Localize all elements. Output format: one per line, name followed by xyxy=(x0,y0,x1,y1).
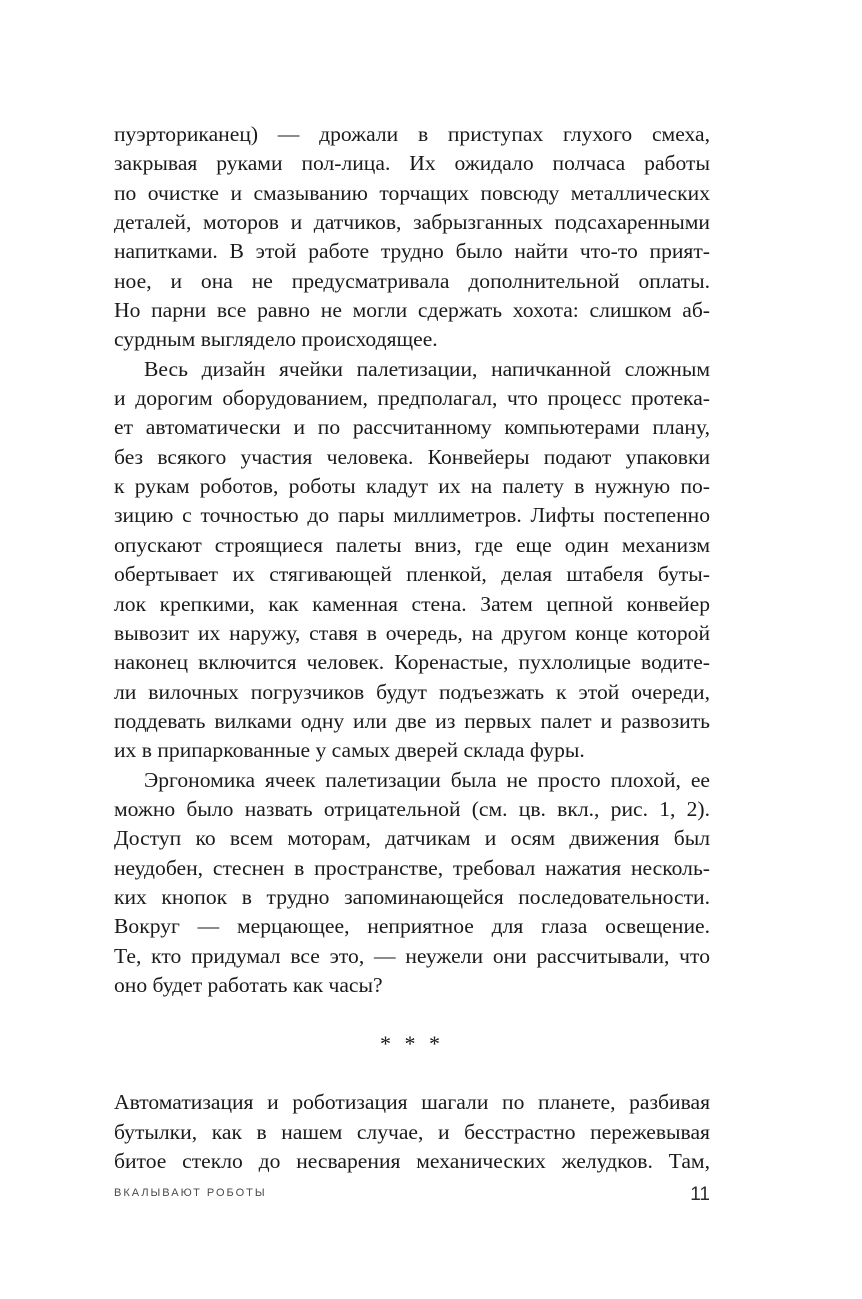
text-line: ет автоматически и по рассчитанному компьютерами плану, xyxy=(114,415,710,440)
text-line: ких кнопок в трудно запоминающейся последовательности. xyxy=(114,884,710,909)
text-line: к рукам роботов, роботы кладут их на палету в нужную по- xyxy=(114,474,710,499)
running-title: ВКАЛЫВАЮТ РОБОТЫ xyxy=(114,1187,267,1199)
text-line: их в припаркованные у самых дверей склада фуры. xyxy=(114,738,585,763)
text-line: Эргономика ячеек палетизации была не просто плохой, ее xyxy=(144,767,710,792)
page-number: 11 xyxy=(690,1184,710,1205)
text-line: бутылки, как в нашем случае, и бесстрастно пережевывая xyxy=(114,1119,710,1144)
text-line: зицию с точностью до пары миллиметров. Лифты постепенно xyxy=(114,503,710,528)
text-line: деталей, моторов и датчиков, забрызганных подсахаренными xyxy=(114,210,710,235)
section-separator: * * * xyxy=(380,1031,444,1057)
text-line: лок крепкими, как каменная стена. Затем цепной конвейер xyxy=(114,591,710,616)
text-line: Весь дизайн ячейки палетизации, напичканной сложным xyxy=(144,356,710,381)
text-line: Автоматизация и роботизация шагали по планете, разбивая xyxy=(114,1090,710,1115)
body-text xyxy=(114,120,710,1176)
text-line: наконец включится человек. Коренастые, пухлолицые водите- xyxy=(114,650,710,675)
text-line: опускают строящиеся палеты вниз, где еще один механизм xyxy=(114,532,710,557)
text-line: ли вилочных погрузчиков будут подъезжать к этой очереди, xyxy=(114,679,710,704)
text-line: и дорогим оборудованием, предполагал, что процесс протека- xyxy=(114,386,710,411)
text-line: напитками. В этой работе трудно было найти что-то прият- xyxy=(114,239,710,264)
text-line: Но парни все равно не могли сдержать хохота: слишком аб- xyxy=(114,298,710,323)
text-line: вывозит их наружу, ставя в очередь, на другом конце которой xyxy=(114,620,710,645)
section-gap xyxy=(114,1000,710,1024)
text-line: Те, кто придумал все это, — неужели они рассчитывали, что xyxy=(114,943,710,968)
text-line: пуэрториканец) — дрожали в приступах глухого смеха, xyxy=(114,122,710,146)
paragraph xyxy=(114,766,710,1001)
text-line: неудобен, стеснен в пространстве, требовал нажатия несколь- xyxy=(114,855,710,880)
text-line: Вокруг — мерцающее, неприятное для глаза освещение. xyxy=(114,914,710,939)
section-gap xyxy=(114,1064,710,1088)
text-line: по очистке и смазыванию торчащих повсюду металлических xyxy=(114,180,710,205)
text-line: можно было назвать отрицательной (см. цв. вкл., рис. 1, 2). xyxy=(114,796,710,821)
text-line: Доступ ко всем моторам, датчикам и осям движения был xyxy=(114,826,710,851)
text-line: обертывает их стягивающей пленкой, делая штабеля буты- xyxy=(114,562,710,587)
text-line: ное, и она не предусматривала дополнительной оплаты. xyxy=(114,268,710,293)
paragraph xyxy=(114,120,710,355)
text-line: сурдным выглядело происходящее. xyxy=(114,327,438,352)
paragraph xyxy=(114,355,710,766)
text-line: без всякого участия человека. Конвейеры подают упаковки xyxy=(114,444,710,469)
paragraph xyxy=(114,1088,710,1176)
text-line: поддевать вилками одну или две из первых палет и развозить xyxy=(114,708,710,733)
text-line: закрывая руками пол-лица. Их ожидало полчаса работы xyxy=(114,151,710,176)
text-line: оно будет работать как часы? xyxy=(114,972,383,997)
text-line: битое стекло до несварения механических желудков. Там, xyxy=(114,1149,710,1173)
